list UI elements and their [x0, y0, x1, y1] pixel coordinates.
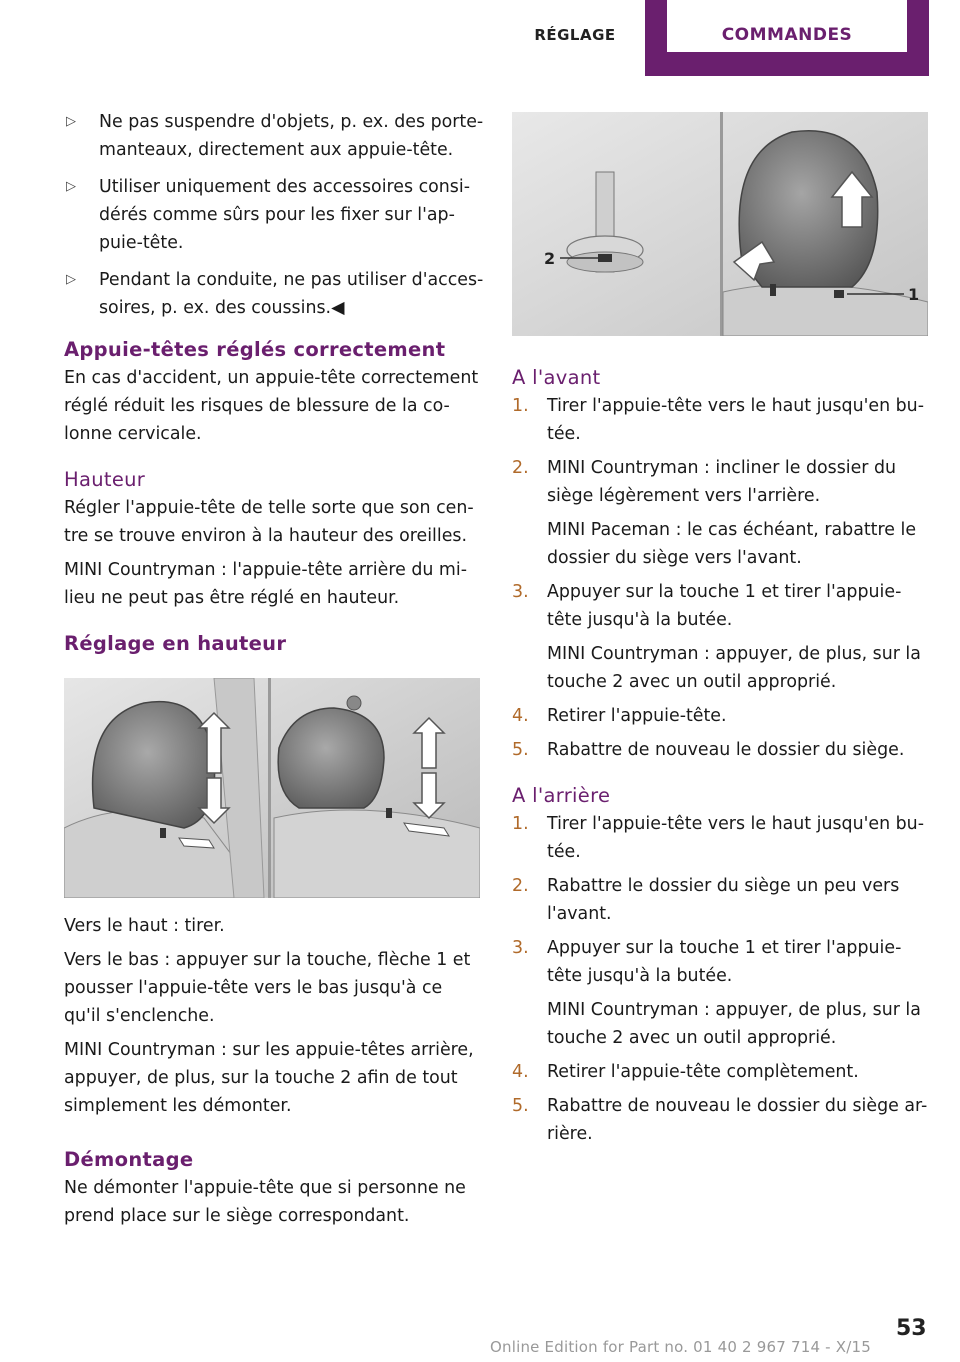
page-number: 53 — [896, 1316, 927, 1341]
list-item: 1. Tirer l'appuie-tête vers le haut jusqu'en bu-tée. — [512, 814, 924, 862]
paragraph-hauteur-1: Régler l'appuie-tête de telle sorte que son cen-tre se trouve environ à la hauteur des oreilles. — [64, 498, 474, 546]
list-item: 4. Retirer l'appuie-tête complètement. — [512, 1062, 859, 1082]
left-column — [64, 108, 484, 1236]
bullet-item: ▷ Ne pas suspendre d'objets, p. ex. des porte-manteaux, directement aux appuie-tête. — [64, 108, 484, 164]
bullet-item: ▷ Utiliser uniquement des accessoires consi-dérés comme sûrs pour les fixer sur l'ap-puie-tête. — [64, 173, 484, 257]
figure-callout-1: 1 — [908, 285, 920, 304]
heading-arriere: A l'arrière — [512, 784, 611, 807]
right-column — [512, 108, 928, 1154]
header-chapter-label: COMMANDES — [721, 25, 853, 45]
triangle-bullet-icon: ▷ — [66, 114, 76, 129]
paragraph-countryman: MINI Countryman : sur les appuie-têtes arrière, appuyer, de plus, sur la touche 2 afin de tout simplement les démonter. — [64, 1040, 474, 1116]
paragraph-correct-adjustment: En cas d'accident, un appuie-tête correctement réglé réduit les risques de blessure de la co-lonne cervicale. — [64, 368, 479, 444]
paragraph-up: Vers le haut : tirer. — [64, 916, 225, 936]
warning-bullet-list — [64, 108, 484, 322]
list-item: 5. Rabattre de nouveau le dossier du siège ar-rière. — [512, 1096, 928, 1144]
heading-reglage-hauteur: Réglage en hauteur — [64, 632, 287, 655]
footer-edition: Online Edition for Part no. 01 40 2 967 714 - X/15 — [490, 1338, 871, 1356]
list-item: 4. Retirer l'appuie-tête. — [512, 706, 727, 726]
header-section-label: RÉGLAGE — [534, 26, 616, 44]
triangle-bullet-icon: ▷ — [66, 272, 76, 287]
headrest-removal-illustration — [512, 112, 928, 336]
paragraph-demontage: Ne démonter l'appuie-tête que si personne ne prend place sur le siège correspondant. — [64, 1178, 466, 1226]
headrest-height-illustration — [64, 678, 480, 898]
list-item: 3. Appuyer sur la touche 1 et tirer l'appuie-tête jusqu'à la butée. MINI Countryman : appuyer, de plus, sur la touche 2 avec un outil approprié. — [512, 582, 921, 692]
headrest-height-figure — [64, 678, 480, 898]
paragraph-hauteur-2: MINI Countryman : l'appuie-tête arrière du mi-lieu ne peut pas être réglé en hauteur. — [64, 560, 467, 608]
heading-correct-adjustment: Appuie-têtes réglés correctement — [64, 338, 446, 361]
heading-demontage: Démontage — [64, 1148, 194, 1171]
avant-steps-list — [512, 392, 928, 764]
list-item: 3. Appuyer sur la touche 1 et tirer l'appuie-tête jusqu'à la butée. MINI Countryman : appuyer, de plus, sur la touche 2 avec un outil approprié. — [512, 938, 921, 1048]
heading-avant: A l'avant — [512, 366, 601, 389]
headrest-removal-figure — [512, 112, 928, 336]
list-item: 1. Tirer l'appuie-tête vers le haut jusqu'en bu-tée. — [512, 396, 924, 444]
paragraph-down: Vers le bas : appuyer sur la touche, flèche 1 et pousser l'appuie-tête vers le bas jusqu'à ce qu'il s'enclenche. — [64, 950, 471, 1026]
heading-hauteur: Hauteur — [64, 468, 146, 491]
list-item: 2. MINI Countryman : incliner le dossier du siège légèrement vers l'arrière. MINI Paceman : le cas échéant, rabattre le dossier du siège vers l'avant. — [512, 458, 917, 568]
list-item: 5. Rabattre de nouveau le dossier du siège. — [512, 740, 905, 760]
arriere-steps-list — [512, 810, 928, 1148]
figure-callout-2: 2 — [544, 249, 556, 268]
bullet-item: ▷ Pendant la conduite, ne pas utiliser d'acces-soires, p. ex. des coussins.◀ — [64, 266, 484, 322]
triangle-bullet-icon: ▷ — [66, 179, 76, 194]
list-item: 2. Rabattre le dossier du siège un peu vers l'avant. — [512, 876, 900, 924]
